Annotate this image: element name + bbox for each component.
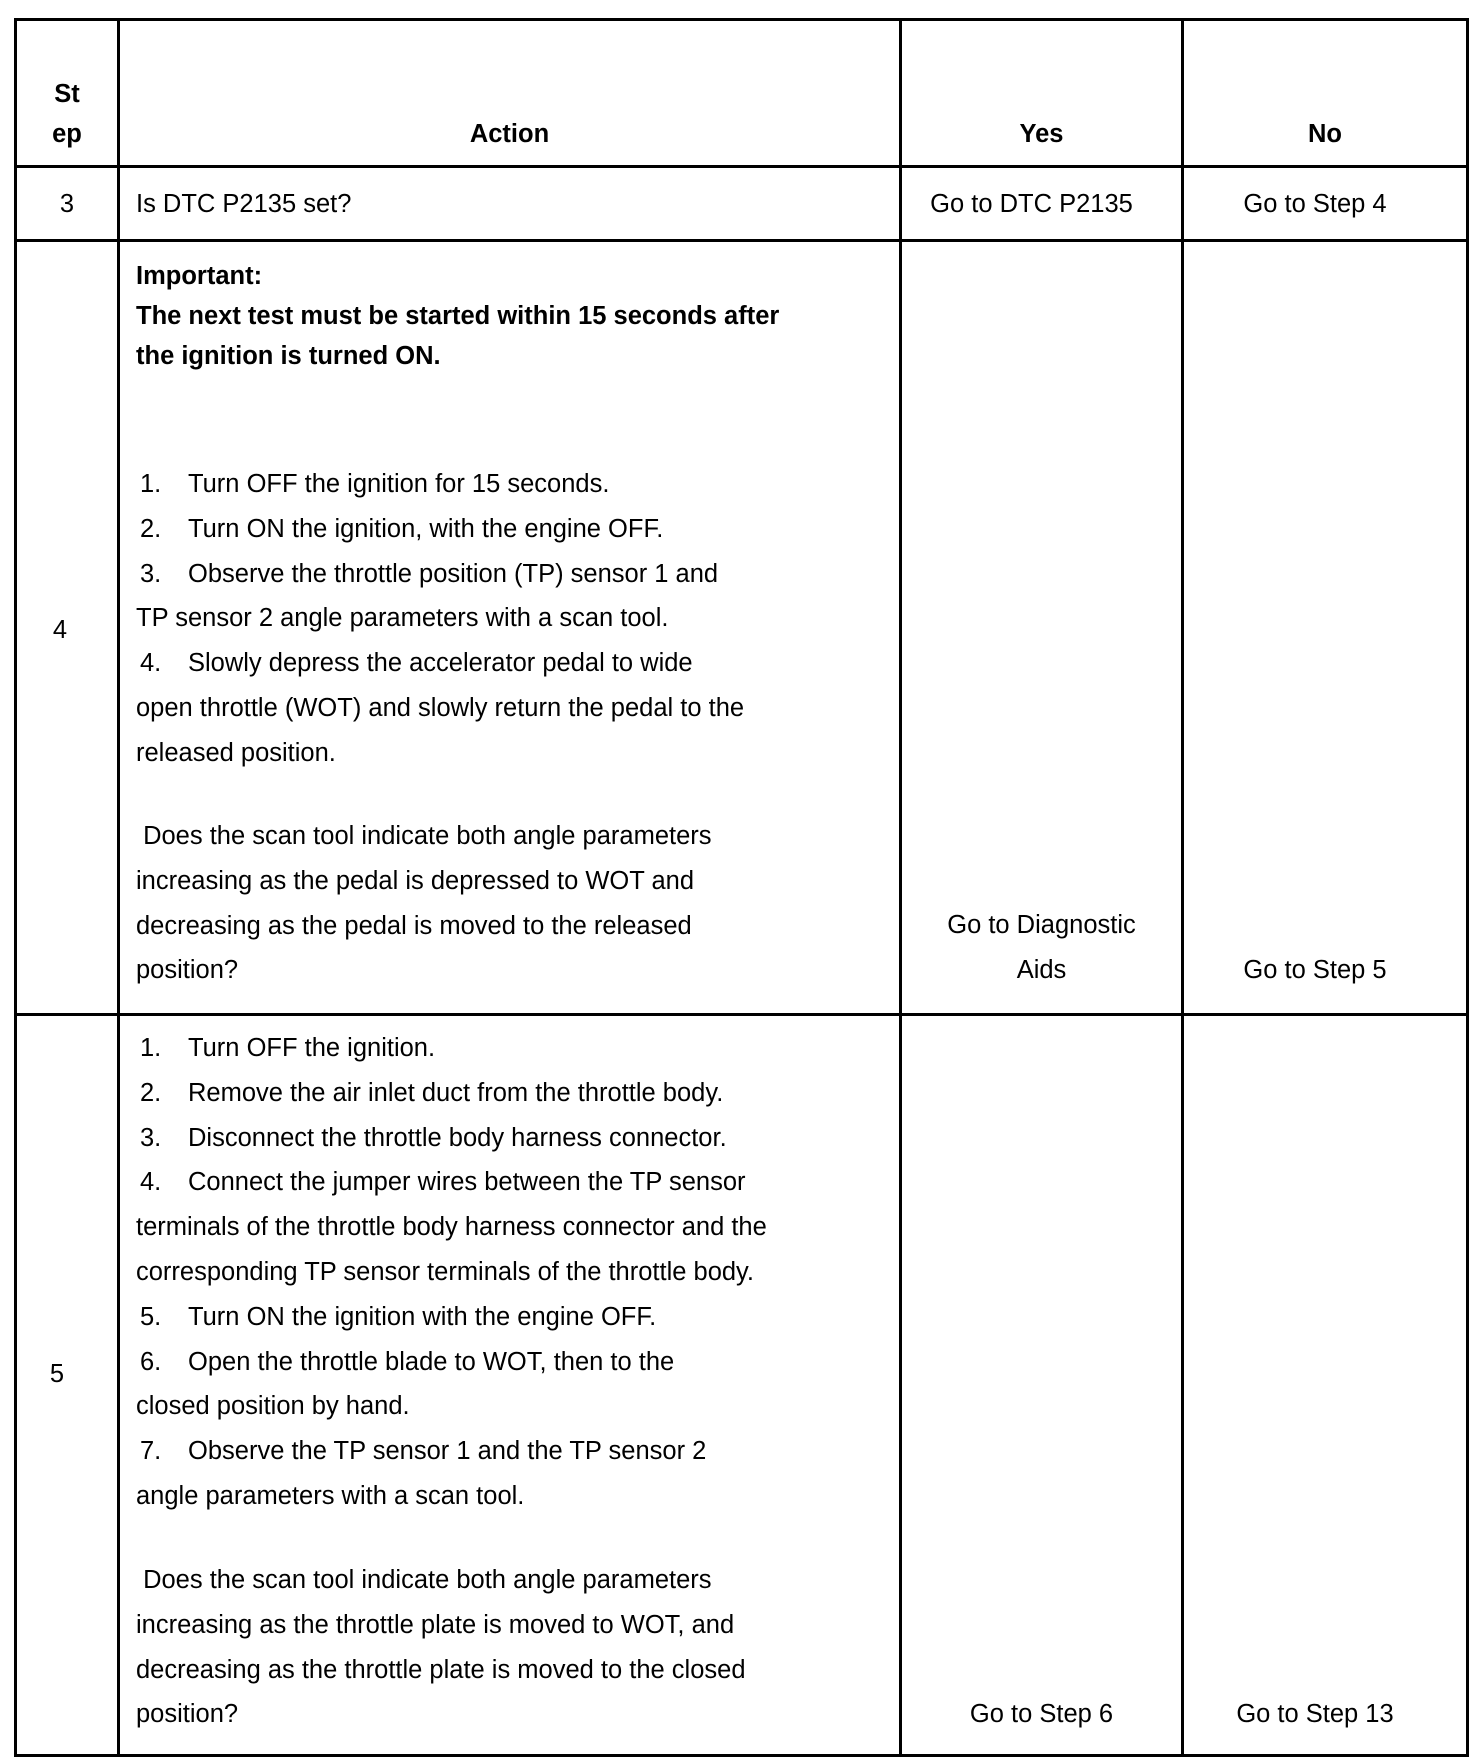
header-step-line1: St [54,80,80,108]
row4-steps [136,462,896,776]
list-item-continuation: open throttle (WOT) and slowly return the pedal to the [136,693,745,722]
header-step-line2: ep [52,120,82,148]
question-line: increasing as the throttle plate is moved to WOT, and [136,1610,735,1639]
step-number: 4. [140,649,162,678]
list-item [136,1295,896,1340]
header-action: Action [469,120,550,148]
step-number: 3. [140,559,162,588]
step-text: Remove the air inlet duct from the throttle body. [188,1078,724,1107]
step-text: Turn ON the ignition with the engine OFF. [188,1302,657,1331]
list-item-continuation: TP sensor 2 angle parameters with a scan tool. [136,604,669,633]
grid-line [117,18,120,1757]
grid-line [14,18,17,1757]
list-item [136,1340,896,1385]
important-text: the ignition is turned ON. [136,342,441,370]
question-line: Does the scan tool indicate both angle parameters [136,1566,712,1594]
question-line: Does the scan tool indicate both angle parameters [136,822,712,850]
step-text: Turn ON the ignition, with the engine OFF. [188,514,664,543]
grid-line [14,18,1469,21]
row5-no: Go to Step 13 [1236,1700,1394,1728]
step-text: Turn OFF the ignition for 15 seconds. [188,470,610,498]
step-text: Observe the TP sensor 1 and the TP sensor 2 [188,1437,707,1466]
row5-step: 5 [49,1360,65,1388]
list-item-continuation: terminals of the throttle body harness connector and the [136,1213,767,1242]
step-number: 1. [140,1034,162,1062]
step-number: 5. [140,1302,162,1331]
row3-step: 3 [59,190,75,218]
step-text: Observe the throttle position (TP) sensor 1 and [188,559,719,588]
header-step [17,74,117,154]
row4-yes-line1: Go to Diagnostic [947,911,1136,939]
row4-question [136,814,896,993]
list-item [136,1116,896,1161]
grid-line [1181,18,1184,1757]
row3-yes: Go to DTC P2135 [930,190,1133,218]
row4-action [136,256,896,376]
step-number: 1. [140,470,162,498]
list-item-continuation: corresponding TP sensor terminals of the throttle body. [136,1257,755,1286]
grid-line [14,1754,1469,1757]
important-text: The next test must be started within 15 seconds after [136,302,780,330]
list-item [136,641,896,686]
list-item [136,552,896,597]
question-line: decreasing as the throttle plate is moved to the closed [136,1655,746,1684]
step-number: 3. [140,1123,162,1152]
question-line: position? [136,956,239,985]
list-item [136,1160,896,1205]
step-text: Slowly depress the accelerator pedal to wide [188,649,693,678]
list-item [136,462,896,507]
question-line: decreasing as the pedal is moved to the released [136,911,692,940]
list-item [136,1026,896,1071]
header-no: No [1308,120,1342,148]
grid-line [14,165,1469,168]
row5-yes: Go to Step 6 [969,1700,1114,1728]
question-line: increasing as the pedal is depressed to WOT and [136,866,695,895]
row3-no: Go to Step 4 [1243,190,1387,218]
step-number: 7. [140,1437,162,1466]
step-text: Turn OFF the ignition. [188,1034,436,1062]
row5-steps [136,1026,896,1519]
row4-step: 4 [52,616,68,644]
list-item-continuation: closed position by hand. [136,1392,410,1421]
step-number: 2. [140,1078,162,1107]
step-number: 2. [140,514,162,543]
step-number: 6. [140,1347,162,1376]
header-yes: Yes [1019,120,1064,148]
step-number: 4. [140,1168,162,1197]
row4-no: Go to Step 5 [1243,956,1387,984]
row5-question [136,1558,896,1737]
row3-action: Is DTC P2135 set? [136,190,352,218]
list-item-continuation: released position. [136,738,336,767]
list-item [136,507,896,552]
grid-line [899,18,902,1757]
list-item [136,1071,896,1116]
grid-line [14,239,1469,242]
grid-line [14,1013,1469,1016]
step-text: Disconnect the throttle body harness connector. [188,1123,727,1152]
list-item [136,1429,896,1474]
row4-yes-line2: Aids [1016,955,1067,984]
list-item-continuation: angle parameters with a scan tool. [136,1481,525,1510]
important-label: Important: [136,262,263,290]
grid-line [1466,18,1469,1757]
question-line: position? [136,1700,239,1729]
step-text: Connect the jumper wires between the TP sensor [188,1168,746,1197]
step-text: Open the throttle blade to WOT, then to the [188,1347,675,1376]
row4-yes [902,903,1181,993]
